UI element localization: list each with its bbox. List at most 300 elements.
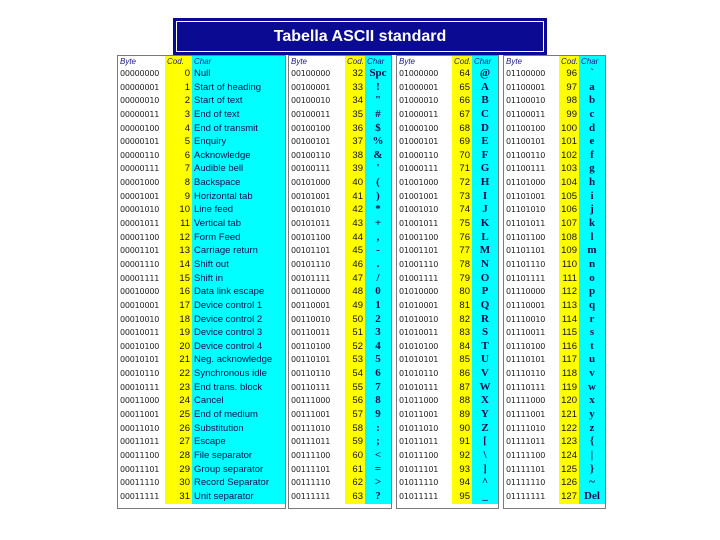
table-row xyxy=(397,367,498,381)
char-cell: 6 xyxy=(365,367,391,381)
byte-cell: 01000111 xyxy=(399,164,439,174)
byte-cell: 01110111 xyxy=(506,382,546,392)
table-row xyxy=(118,490,285,504)
table-row xyxy=(289,299,391,313)
code-cell: 74 xyxy=(452,203,472,217)
char-cell: . xyxy=(365,258,391,272)
table-row xyxy=(504,272,605,286)
code-cell: 8 xyxy=(165,176,192,190)
code-cell: 84 xyxy=(452,340,472,354)
byte-cell: 00110100 xyxy=(291,341,331,351)
code-cell: 85 xyxy=(452,353,472,367)
char-cell: x xyxy=(579,394,605,408)
table-row xyxy=(118,422,285,436)
char-cell: 4 xyxy=(365,340,391,354)
byte-cell: 01100100 xyxy=(506,123,546,133)
char-cell: Enquiry xyxy=(192,135,285,149)
table-row xyxy=(118,149,285,163)
code-cell: 76 xyxy=(452,231,472,245)
byte-cell: 00101011 xyxy=(291,219,331,229)
char-cell: ) xyxy=(365,190,391,204)
table-row xyxy=(397,244,498,258)
char-cell: k xyxy=(579,217,605,231)
code-cell: 97 xyxy=(559,81,579,95)
byte-cell: 00011011 xyxy=(120,437,160,447)
code-cell: 91 xyxy=(452,435,472,449)
code-cell: 43 xyxy=(345,217,365,231)
byte-cell: 00010110 xyxy=(120,369,160,379)
byte-cell: 00011100 xyxy=(120,450,160,460)
table-row xyxy=(397,217,498,231)
table-row xyxy=(118,449,285,463)
char-cell: V xyxy=(472,367,498,381)
char-cell: N xyxy=(472,258,498,272)
table-row xyxy=(397,285,498,299)
byte-cell: 00011010 xyxy=(120,423,160,433)
byte-cell: 01111111 xyxy=(506,491,546,501)
byte-cell: 00110101 xyxy=(291,355,331,365)
table-row xyxy=(504,408,605,422)
code-cell: 38 xyxy=(345,149,365,163)
table-row xyxy=(397,231,498,245)
byte-cell: 01011010 xyxy=(399,423,439,433)
char-cell: Del xyxy=(579,490,605,504)
char-cell: O xyxy=(472,272,498,286)
byte-cell: 01000101 xyxy=(399,137,439,147)
byte-cell: 01110011 xyxy=(506,328,546,338)
byte-cell: 00101010 xyxy=(291,205,331,215)
code-cell: 100 xyxy=(559,122,579,136)
code-cell: 41 xyxy=(345,190,365,204)
code-cell: 36 xyxy=(345,122,365,136)
char-cell: S xyxy=(472,326,498,340)
byte-cell: 01001001 xyxy=(399,191,439,201)
table-row xyxy=(118,135,285,149)
table-row xyxy=(397,463,498,477)
byte-cell: 00100011 xyxy=(291,109,331,119)
char-cell: l xyxy=(579,231,605,245)
byte-cell: 01110110 xyxy=(506,369,546,379)
table-row xyxy=(397,149,498,163)
code-cell: 32 xyxy=(345,67,365,81)
table-row xyxy=(118,435,285,449)
char-cell: End of text xyxy=(192,108,285,122)
ascii-table-96-127 xyxy=(503,55,606,509)
byte-cell: 01010101 xyxy=(399,355,439,365)
code-cell: 121 xyxy=(559,408,579,422)
code-cell: 15 xyxy=(165,272,192,286)
code-cell: 45 xyxy=(345,244,365,258)
byte-cell: 01011000 xyxy=(399,396,439,406)
byte-cell: 00111011 xyxy=(291,437,331,447)
table-row xyxy=(289,162,391,176)
byte-cell: 01001110 xyxy=(399,259,439,269)
byte-cell: 01111000 xyxy=(506,396,546,406)
char-cell: End of medium xyxy=(192,408,285,422)
table-row xyxy=(118,81,285,95)
byte-cell: 00000011 xyxy=(120,109,160,119)
byte-cell: 01001101 xyxy=(399,246,439,256)
code-cell: 73 xyxy=(452,190,472,204)
code-cell: 81 xyxy=(452,299,472,313)
char-cell: " xyxy=(365,94,391,108)
byte-cell: 00001000 xyxy=(120,178,160,188)
code-cell: 28 xyxy=(165,449,192,463)
code-cell: 123 xyxy=(559,435,579,449)
byte-cell: 01000011 xyxy=(399,109,439,119)
table-row xyxy=(118,122,285,136)
table-header xyxy=(397,56,498,67)
char-cell: K xyxy=(472,217,498,231)
table-row xyxy=(397,108,498,122)
byte-cell: 01000100 xyxy=(399,123,439,133)
char-cell: Backspace xyxy=(192,176,285,190)
char-cell: C xyxy=(472,108,498,122)
char-cell: 5 xyxy=(365,353,391,367)
table-row xyxy=(397,162,498,176)
code-cell: 87 xyxy=(452,381,472,395)
byte-cell: 00101001 xyxy=(291,191,331,201)
table-row xyxy=(397,122,498,136)
code-cell: 82 xyxy=(452,313,472,327)
char-cell: P xyxy=(472,285,498,299)
table-row xyxy=(504,162,605,176)
code-cell: 122 xyxy=(559,422,579,436)
code-cell: 112 xyxy=(559,285,579,299)
char-cell: Device control 2 xyxy=(192,313,285,327)
char-cell: _ xyxy=(472,490,498,504)
char-cell: A xyxy=(472,81,498,95)
byte-cell: 01111010 xyxy=(506,423,546,433)
code-cell: 65 xyxy=(452,81,472,95)
table-row xyxy=(397,340,498,354)
code-cell: 24 xyxy=(165,394,192,408)
byte-cell: 01101011 xyxy=(506,219,546,229)
code-cell: 90 xyxy=(452,422,472,436)
table-row xyxy=(397,203,498,217)
table-row xyxy=(504,463,605,477)
table-row xyxy=(289,285,391,299)
char-cell: m xyxy=(579,244,605,258)
code-cell: 59 xyxy=(345,435,365,449)
code-cell: 5 xyxy=(165,135,192,149)
code-cell: 19 xyxy=(165,326,192,340)
title-banner xyxy=(173,18,547,55)
char-cell: q xyxy=(579,299,605,313)
byte-cell: 00100010 xyxy=(291,96,331,106)
code-cell: 22 xyxy=(165,367,192,381)
code-cell: 68 xyxy=(452,122,472,136)
table-row xyxy=(397,67,498,81)
char-cell: 0 xyxy=(365,285,391,299)
code-cell: 54 xyxy=(345,367,365,381)
char-cell: y xyxy=(579,408,605,422)
byte-cell: 00110111 xyxy=(291,382,331,392)
table-row xyxy=(289,463,391,477)
char-cell: L xyxy=(472,231,498,245)
code-cell: 88 xyxy=(452,394,472,408)
char-cell: ~ xyxy=(579,476,605,490)
char-cell: 2 xyxy=(365,313,391,327)
code-cell: 102 xyxy=(559,149,579,163)
char-cell: e xyxy=(579,135,605,149)
byte-cell: 01100111 xyxy=(506,164,546,174)
byte-cell: 01010011 xyxy=(399,328,439,338)
byte-cell: 00111000 xyxy=(291,396,331,406)
byte-cell: 01010111 xyxy=(399,382,439,392)
table-row xyxy=(397,135,498,149)
code-cell: 96 xyxy=(559,67,579,81)
code-cell: 71 xyxy=(452,162,472,176)
byte-cell: 01011100 xyxy=(399,450,439,460)
char-cell: 8 xyxy=(365,394,391,408)
char-cell: ' xyxy=(365,162,391,176)
code-cell: 109 xyxy=(559,244,579,258)
code-cell: 119 xyxy=(559,381,579,395)
byte-cell: 01100110 xyxy=(506,150,546,160)
char-cell: Y xyxy=(472,408,498,422)
code-cell: 47 xyxy=(345,272,365,286)
table-row xyxy=(118,394,285,408)
char-cell: Q xyxy=(472,299,498,313)
byte-cell: 00001010 xyxy=(120,205,160,215)
char-cell: Carriage return xyxy=(192,244,285,258)
table-row xyxy=(504,122,605,136)
table-row xyxy=(397,422,498,436)
byte-cell: 01100011 xyxy=(506,109,546,119)
table-row xyxy=(118,408,285,422)
byte-cell: 01101111 xyxy=(506,273,546,283)
char-cell: b xyxy=(579,94,605,108)
char-cell: a xyxy=(579,81,605,95)
table-row xyxy=(118,162,285,176)
char-cell: ; xyxy=(365,435,391,449)
code-cell: 6 xyxy=(165,149,192,163)
char-cell: M xyxy=(472,244,498,258)
char-cell: # xyxy=(365,108,391,122)
table-row xyxy=(397,476,498,490)
char-cell: | xyxy=(579,449,605,463)
table-row xyxy=(504,422,605,436)
byte-cell: 00001001 xyxy=(120,191,160,201)
code-cell: 7 xyxy=(165,162,192,176)
code-cell: 125 xyxy=(559,463,579,477)
code-cell: 62 xyxy=(345,476,365,490)
code-cell: 69 xyxy=(452,135,472,149)
char-cell: : xyxy=(365,422,391,436)
table-row xyxy=(397,299,498,313)
table-row xyxy=(289,244,391,258)
table-row xyxy=(397,258,498,272)
code-cell: 95 xyxy=(452,490,472,504)
char-cell: ^ xyxy=(472,476,498,490)
table-row xyxy=(289,367,391,381)
table-row xyxy=(118,176,285,190)
code-cell: 10 xyxy=(165,203,192,217)
byte-cell: 00010011 xyxy=(120,328,160,338)
byte-cell: 00100110 xyxy=(291,150,331,160)
code-cell: 99 xyxy=(559,108,579,122)
code-cell: 60 xyxy=(345,449,365,463)
table-row xyxy=(289,217,391,231)
byte-cell: 01011001 xyxy=(399,410,439,420)
code-cell: 63 xyxy=(345,490,365,504)
byte-cell: 00110000 xyxy=(291,287,331,297)
char-cell: < xyxy=(365,449,391,463)
byte-cell: 01110010 xyxy=(506,314,546,324)
code-cell: 106 xyxy=(559,203,579,217)
byte-cell: 00110010 xyxy=(291,314,331,324)
code-cell: 14 xyxy=(165,258,192,272)
code-cell: 50 xyxy=(345,313,365,327)
byte-cell: 00000010 xyxy=(120,96,160,106)
char-cell: R xyxy=(472,313,498,327)
code-cell: 117 xyxy=(559,353,579,367)
char-cell: Synchronous idle xyxy=(192,367,285,381)
code-cell: 42 xyxy=(345,203,365,217)
table-row xyxy=(118,108,285,122)
table-row xyxy=(504,313,605,327)
byte-cell: 00110110 xyxy=(291,369,331,379)
table-row xyxy=(397,394,498,408)
char-cell: Shift out xyxy=(192,258,285,272)
code-cell: 39 xyxy=(345,162,365,176)
byte-cell: 01110101 xyxy=(506,355,546,365)
code-cell: 114 xyxy=(559,313,579,327)
char-cell: r xyxy=(579,313,605,327)
table-row xyxy=(504,394,605,408)
char-cell: 9 xyxy=(365,408,391,422)
char-cell: ] xyxy=(472,463,498,477)
char-cell: Z xyxy=(472,422,498,436)
byte-cell: 00010010 xyxy=(120,314,160,324)
code-cell: 25 xyxy=(165,408,192,422)
code-cell: 70 xyxy=(452,149,472,163)
byte-cell: 00100100 xyxy=(291,123,331,133)
code-cell: 20 xyxy=(165,340,192,354)
char-cell: t xyxy=(579,340,605,354)
table-row xyxy=(118,340,285,354)
table-row xyxy=(118,231,285,245)
table-row xyxy=(289,381,391,395)
table-row xyxy=(118,299,285,313)
char-cell: Record Separator xyxy=(192,476,285,490)
char-cell: % xyxy=(365,135,391,149)
ascii-table-64-95 xyxy=(396,55,499,509)
table-row xyxy=(118,258,285,272)
char-cell: Line feed xyxy=(192,203,285,217)
byte-cell: 01111001 xyxy=(506,410,546,420)
char-cell: & xyxy=(365,149,391,163)
char-cell: ! xyxy=(365,81,391,95)
header-char: Char xyxy=(192,56,285,67)
table-row xyxy=(504,203,605,217)
code-cell: 111 xyxy=(559,272,579,286)
code-cell: 29 xyxy=(165,463,192,477)
char-cell: ? xyxy=(365,490,391,504)
char-cell: Substitution xyxy=(192,422,285,436)
char-cell: Null xyxy=(192,67,285,81)
table-row xyxy=(289,190,391,204)
byte-cell: 00100111 xyxy=(291,164,331,174)
code-cell: 89 xyxy=(452,408,472,422)
table-row xyxy=(118,217,285,231)
code-cell: 48 xyxy=(345,285,365,299)
table-row xyxy=(504,108,605,122)
char-cell: T xyxy=(472,340,498,354)
char-cell: D xyxy=(472,122,498,136)
table-row xyxy=(289,394,391,408)
table-row xyxy=(397,176,498,190)
char-cell: u xyxy=(579,353,605,367)
char-cell: g xyxy=(579,162,605,176)
code-cell: 33 xyxy=(345,81,365,95)
code-cell: 57 xyxy=(345,408,365,422)
byte-cell: 00011000 xyxy=(120,396,160,406)
char-cell: p xyxy=(579,285,605,299)
header-byte: Byte xyxy=(506,57,523,66)
byte-cell: 00010000 xyxy=(120,287,160,297)
byte-cell: 01100010 xyxy=(506,96,546,106)
byte-cell: 00101100 xyxy=(291,232,331,242)
code-cell: 52 xyxy=(345,340,365,354)
char-cell: , xyxy=(365,231,391,245)
byte-cell: 01011101 xyxy=(399,464,439,474)
char-cell: ` xyxy=(579,67,605,81)
table-row xyxy=(397,449,498,463)
code-cell: 35 xyxy=(345,108,365,122)
byte-cell: 01010000 xyxy=(399,287,439,297)
code-cell: 13 xyxy=(165,244,192,258)
code-cell: 49 xyxy=(345,299,365,313)
char-cell: / xyxy=(365,272,391,286)
code-cell: 61 xyxy=(345,463,365,477)
code-cell: 23 xyxy=(165,381,192,395)
code-cell: 124 xyxy=(559,449,579,463)
char-cell: } xyxy=(579,463,605,477)
code-cell: 55 xyxy=(345,381,365,395)
code-cell: 44 xyxy=(345,231,365,245)
char-cell: Data link escape xyxy=(192,285,285,299)
table-row xyxy=(289,272,391,286)
table-row xyxy=(289,435,391,449)
char-cell: Cancel xyxy=(192,394,285,408)
ascii-table-32-63 xyxy=(288,55,392,509)
byte-cell: 00111101 xyxy=(291,464,331,474)
code-cell: 31 xyxy=(165,490,192,504)
char-cell: Device control 1 xyxy=(192,299,285,313)
char-cell: d xyxy=(579,122,605,136)
table-row xyxy=(504,67,605,81)
header-code: Cod. xyxy=(454,57,471,66)
byte-cell: 00000001 xyxy=(120,82,160,92)
ascii-table-0-31 xyxy=(117,55,286,509)
byte-cell: 01001010 xyxy=(399,205,439,215)
code-cell: 110 xyxy=(559,258,579,272)
byte-cell: 00001100 xyxy=(120,232,160,242)
char-cell: @ xyxy=(472,67,498,81)
code-cell: 2 xyxy=(165,94,192,108)
code-cell: 18 xyxy=(165,313,192,327)
table-row xyxy=(118,285,285,299)
byte-cell: 00010101 xyxy=(120,355,160,365)
byte-cell: 01000010 xyxy=(399,96,439,106)
char-cell: s xyxy=(579,326,605,340)
char-cell: B xyxy=(472,94,498,108)
code-cell: 93 xyxy=(452,463,472,477)
code-cell: 78 xyxy=(452,258,472,272)
table-row xyxy=(504,449,605,463)
